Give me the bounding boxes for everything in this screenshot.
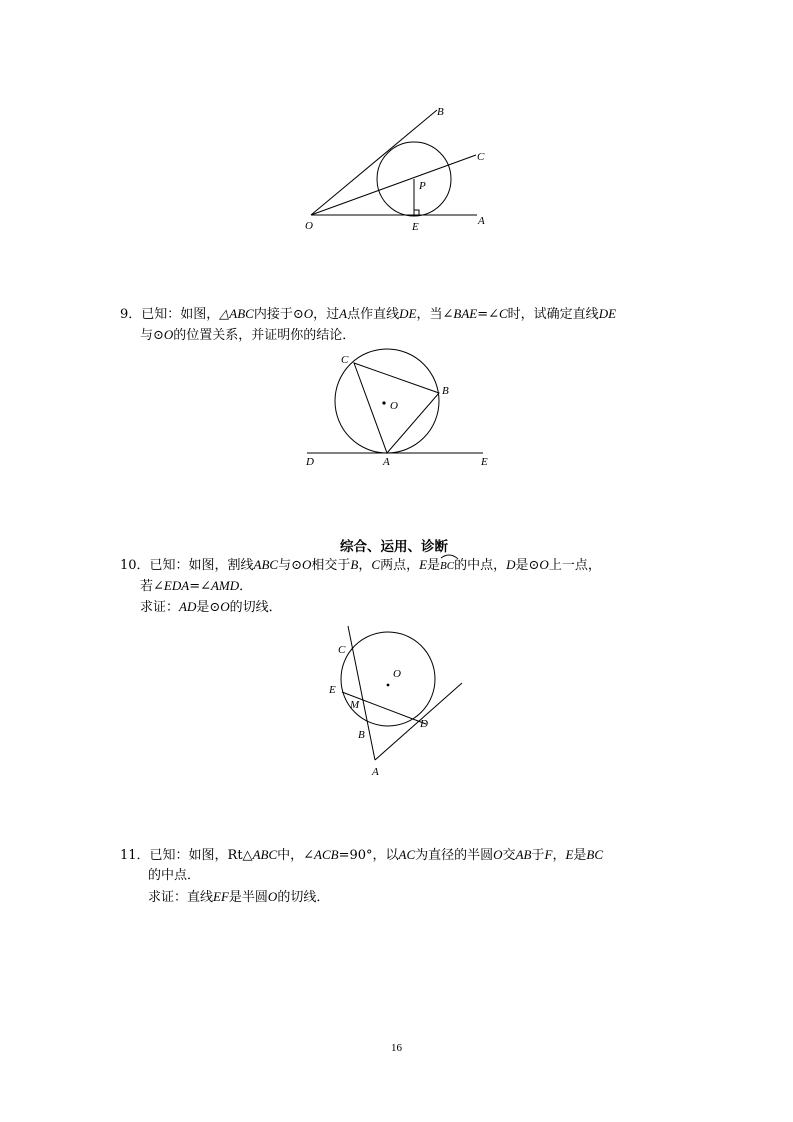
q10-text: 若∠ — [140, 579, 164, 594]
q9-text: 与⊙ — [140, 328, 164, 343]
figure-8 — [290, 100, 500, 235]
q10-var: D — [506, 557, 516, 572]
q11-var: ACB — [314, 847, 339, 862]
q9-text: 9．已知：如图， — [120, 307, 220, 322]
label-a: A — [372, 766, 379, 778]
q9-var: O — [163, 327, 174, 342]
label-c: C — [477, 151, 485, 163]
q10-var: B — [350, 557, 359, 572]
label-a: A — [383, 456, 390, 468]
q11-text: 是半圆 — [228, 890, 268, 905]
label-b: B — [442, 385, 449, 397]
q10-var: O — [220, 599, 230, 614]
q10-var: BC — [440, 560, 455, 572]
q10-text: 相交于 — [311, 558, 351, 573]
q10-text: 10．已知：如图，割线 — [120, 558, 254, 573]
q11-text: ， — [552, 848, 566, 863]
right-angle-mark — [414, 210, 419, 215]
q10-text: 是 — [427, 558, 441, 573]
q10-line2 — [140, 577, 252, 596]
q11-var: AB — [515, 847, 532, 862]
q10-text: 两点， — [380, 558, 420, 573]
q10-text: 的切线． — [229, 600, 282, 615]
q9-var: C — [499, 306, 508, 321]
label-d: D — [306, 456, 314, 468]
q10-text: 是⊙ — [515, 558, 540, 573]
figure-9 — [295, 345, 505, 470]
label-o: O — [390, 400, 398, 412]
q11-text: 是 — [573, 848, 587, 863]
label-b: B — [437, 106, 444, 118]
label-e: E — [412, 221, 419, 233]
q9-line2 — [140, 326, 355, 345]
ray-ob — [311, 110, 437, 215]
q9-line1 — [120, 305, 616, 324]
label-o: O — [393, 668, 401, 680]
q10-var: C — [371, 557, 381, 572]
q10-var: ABC — [253, 557, 279, 572]
q9-text: 内接于⊙ — [253, 307, 304, 322]
q10-text: 是⊙ — [196, 600, 221, 615]
q10-var: AMD — [210, 578, 240, 593]
label-c: C — [338, 644, 346, 656]
q11-line1 — [120, 846, 603, 865]
center-dot — [382, 401, 385, 404]
q11-var: ABC — [252, 847, 278, 862]
q11-var: E — [565, 847, 574, 862]
q11-text: 交 — [502, 848, 516, 863]
q11-line3 — [148, 888, 329, 907]
q10-text: 与⊙ — [278, 558, 303, 573]
q10-var: O — [539, 557, 549, 572]
q9-text: 点作直线 — [347, 307, 400, 322]
q9-var: DE — [399, 306, 417, 321]
label-m: M — [350, 699, 360, 711]
q10-var: O — [302, 557, 312, 572]
q9-var: O — [303, 306, 314, 321]
q10-line3 — [140, 598, 282, 617]
label-e: E — [481, 456, 488, 468]
center-dot — [387, 684, 390, 687]
q10-text: 求证： — [140, 600, 180, 615]
q9-var: BAE — [453, 306, 478, 321]
q11-text: 于 — [531, 848, 545, 863]
q11-text: =90°，以 — [338, 848, 399, 863]
q10-text: 的中点， — [454, 558, 507, 573]
q9-text: ，当∠ — [416, 307, 454, 322]
label-d: D — [420, 718, 428, 730]
label-b: B — [358, 729, 365, 741]
q11-text: 求证：直线 — [148, 890, 214, 905]
q11-var: EF — [213, 889, 229, 904]
q11-var: O — [267, 889, 278, 904]
section-heading: 综合、运用、诊断 — [340, 539, 448, 555]
q9-text: ，过 — [313, 307, 340, 322]
q11-var: BC — [586, 847, 604, 862]
q10-var: EDA — [163, 578, 190, 593]
q10-text: =∠ — [189, 579, 211, 594]
label-o: O — [305, 220, 313, 232]
label-c: C — [341, 354, 349, 366]
q9-var: DE — [598, 306, 617, 321]
q11-text: 的切线． — [277, 890, 330, 905]
q9-text: 的位置关系，并证明你的结论． — [173, 328, 356, 343]
circle-o — [341, 632, 435, 726]
label-e: E — [329, 684, 336, 696]
q10-var: E — [419, 557, 428, 572]
label-p: P — [419, 180, 426, 192]
q9-text: 时，试确定直线 — [507, 307, 599, 322]
q10-line1 — [120, 556, 601, 575]
q10-text: 上一点， — [548, 558, 601, 573]
q10-text: ． — [239, 579, 253, 594]
q9-triangle: △ABC — [219, 306, 254, 321]
q10-text: ， — [358, 558, 372, 573]
page-number: 16 — [391, 1042, 402, 1054]
label-a: A — [478, 215, 485, 227]
ray-oc — [311, 155, 476, 215]
arc-bc — [440, 557, 454, 575]
q11-line2: 的中点． — [148, 868, 201, 883]
q9-var: A — [339, 306, 348, 321]
tangent-ad — [375, 683, 462, 760]
q11-text: 为直径的半圆 — [415, 848, 494, 863]
q9-text: =∠ — [477, 307, 499, 322]
q11-text: 中，∠ — [277, 848, 315, 863]
arc-icon — [440, 553, 458, 559]
q10-var: AD — [179, 599, 197, 614]
circle-o — [335, 349, 439, 453]
q11-var: O — [493, 847, 503, 862]
q11-text: 11．已知：如图，Rt△ — [120, 848, 253, 863]
q11-var: AC — [398, 847, 416, 862]
figure-10 — [320, 620, 470, 780]
q11-var: F — [544, 847, 553, 862]
